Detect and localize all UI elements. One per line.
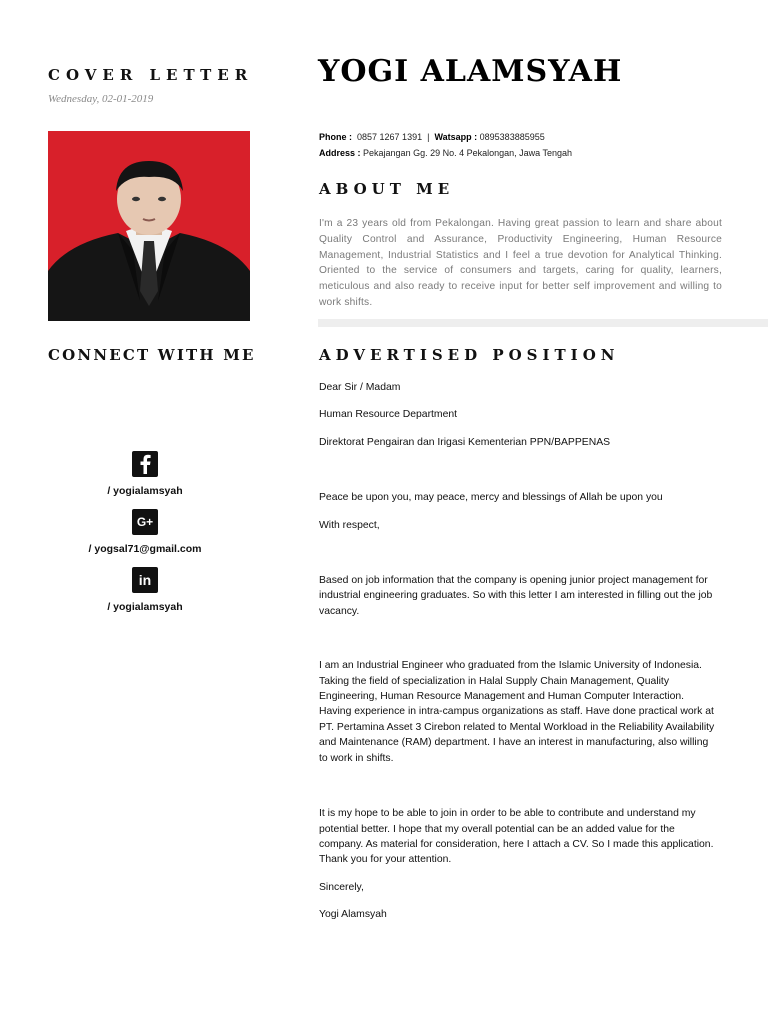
document-title: COVER LETTER <box>48 66 254 84</box>
department: Human Resource Department <box>319 409 458 421</box>
candidate-name: YOGI ALAMSYAH <box>318 54 623 89</box>
watsapp-number: 0895383885955 <box>479 132 545 142</box>
phone-line <box>319 129 572 145</box>
phone-number: 0857 1267 1391 <box>357 132 423 142</box>
contact-info <box>319 129 572 161</box>
address-line <box>319 145 572 161</box>
linkedin-handle[interactable]: / yogialamsyah <box>107 601 183 613</box>
facebook-handle[interactable]: / yogialamsyah <box>107 485 183 497</box>
about-heading: ABOUT ME <box>319 180 455 198</box>
section-divider <box>318 319 768 327</box>
signature: Yogi Alamsyah <box>319 909 387 921</box>
advertised-position-heading: ADVERTISED POSITION <box>319 346 620 364</box>
letter-body <box>319 380 719 923</box>
greeting: Peace be upon you, may peace, mercy and blessings of Allah be upon you <box>319 492 663 504</box>
linkedin-icon[interactable]: in <box>132 567 158 593</box>
contact-separator: | <box>427 132 430 142</box>
google-plus-link[interactable] <box>60 509 230 555</box>
salutation: Dear Sir / Madam <box>319 382 401 393</box>
watsapp-label: Watsapp : <box>434 132 478 142</box>
facebook-link[interactable] <box>60 451 230 497</box>
letter-date: Wednesday, 02-01-2019 <box>48 93 154 105</box>
connect-heading: CONNECT WITH ME <box>48 346 256 364</box>
paragraph-1: Based on job information that the company is opening junior project management for industrial engineering graduates. So with this letter I am interested in filling out the job vacancy. <box>319 575 713 617</box>
closing: Sincerely, <box>319 881 364 893</box>
about-text: I'm a 23 years old from Pekalongan. Having great passion to learn and share about Quality Control and Assurance, Productivity Engineering, Human Resource Management, Industrial Statistics and I feel a true devotion for Analytical Thinking. Oriented to the service of consumers and targets, caring for quality, learners, meticulous and also ready to receive input for better self improvement and willing to work shifts. <box>319 218 722 308</box>
profile-photo-illustration <box>48 131 250 321</box>
paragraph-3: It is my hope to be able to join in order to be able to contribute and understand my potential better. I hope that my overall potential can be an added value for the company. As material for consideration, here I attach a CV. So I made this application. Thank you for your attention. <box>319 808 714 866</box>
institution: Direktorat Pengairan dan Irigasi Kementerian PPN/BAPPENAS <box>319 436 611 448</box>
address-value: Pekajangan Gg. 29 No. 4 Pekalongan, Jawa Tengah <box>363 148 573 158</box>
google-plus-icon[interactable]: G+ <box>132 509 158 535</box>
paragraph-2: I am an Industrial Engineer who graduated from the Islamic University of Indonesia. Taking the field of specialization in Halal Supply Chain Management, Quality Engineering, Human Resource Management and Human Computer Interaction. Having experience in intra-campus organizations as staff. Have done practical work at PT. Pertamina Asset 3 Cirebon related to Mental Workload in the Reliability Availability and Maintenance (RAM) department. I have an interest in manufacturing, also willing to work in shifts. <box>319 660 715 764</box>
linkedin-link[interactable] <box>60 567 230 613</box>
email-handle[interactable]: / yogsal71@gmail.com <box>88 543 202 555</box>
address-label: Address : <box>319 148 361 158</box>
respect-line: With respect, <box>319 519 380 531</box>
phone-label: Phone : <box>319 132 352 142</box>
profile-photo <box>48 131 250 321</box>
facebook-icon[interactable] <box>132 451 158 477</box>
